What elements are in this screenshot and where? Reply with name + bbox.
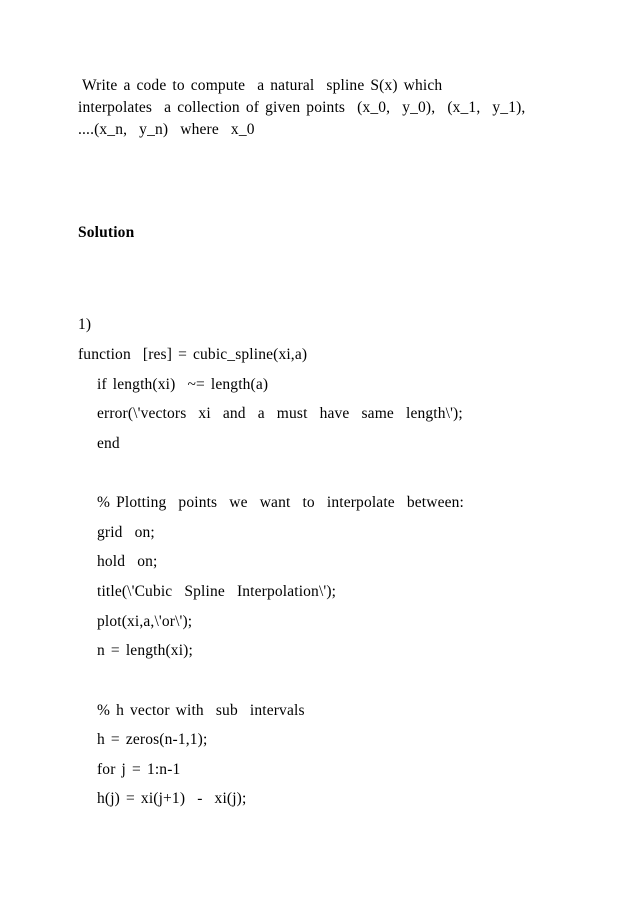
code-line-grid: grid on; [97,524,155,541]
question-line-3: ....(x_n, y_n) where x_0 [78,121,255,138]
code-line-title: title(\'Cubic Spline Interpolation\'); [97,583,337,600]
code-line-h-assign: h(j) = xi(j+1) - xi(j); [97,790,247,807]
code-line-hold: hold on; [97,553,158,570]
code-line-comment-plot: % Plotting points we want to interpolate between: [97,494,465,511]
code-line-comment-h: % h vector with sub intervals [97,702,305,719]
question-line-2: interpolates a collection of given points (x_0, y_0), (x_1, y_1), [78,99,526,116]
question-line-1: Write a code to compute a natural spline S(x) which [82,77,443,94]
code-line-if: if length(xi) ~= length(a) [97,376,269,393]
solution-item-number: 1) [78,316,92,333]
code-line-error: error(\'vectors xi and a must have same length\'); [97,405,463,422]
code-line-plot: plot(xi,a,\'or\'); [97,613,193,630]
code-line-end: end [97,435,120,452]
solution-heading: Solution [78,224,135,241]
code-line-function: function [res] = cubic_spline(xi,a) [78,346,308,363]
code-line-h-zeros: h = zeros(n-1,1); [97,731,208,748]
code-line-n: n = length(xi); [97,642,193,659]
code-line-for: for j = 1:n-1 [97,761,181,778]
